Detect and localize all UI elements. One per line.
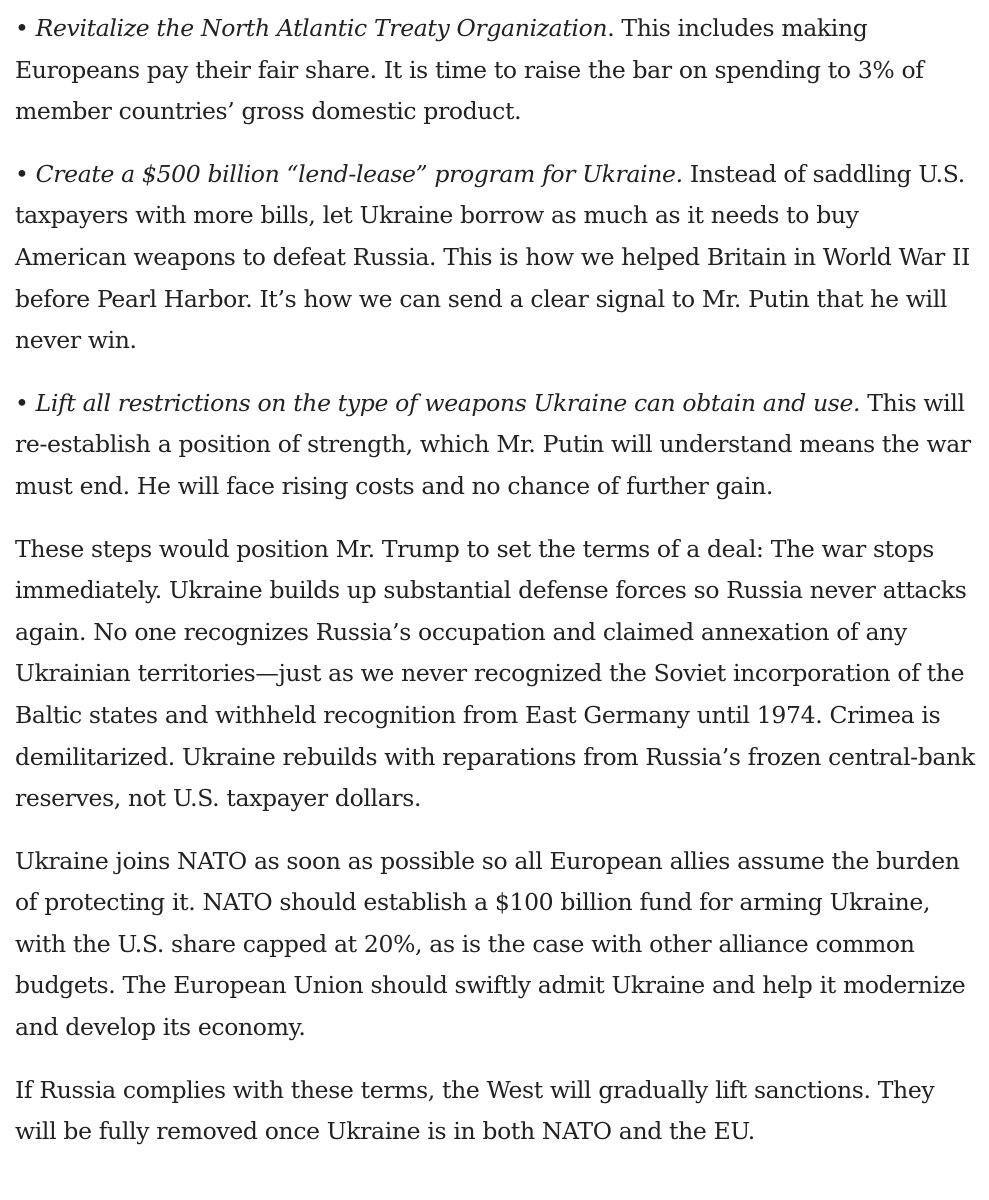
bullet-paragraph-lend-lease [15,154,977,362]
paragraph-deal-terms: These steps would position Mr. Trump to set the terms of a deal: The war stops immediately. Ukraine builds up substantial defense forces so Russia never attacks again. No one recognizes Russia’s occupation and claimed annexation of any Ukrainian territories—just as we never recognized the Soviet incorporation of the Baltic states and withheld recognition from East Germany until 1974. Crimea is demilitarized. Ukraine rebuilds with reparations from Russia’s frozen central-bank reserves, not U.S. taxpayer dollars. [15,534,975,813]
bullet-paragraph-weapons [15,383,977,508]
bullet-body: . This includes making Europeans pay their fair share. It is time to raise the bar on spending to 3% of member countries’ gross domestic product. [15,14,924,126]
paragraph-sanctions: If Russia complies with these terms, the West will gradually lift sanctions. They will be fully removed once Ukraine is in both NATO and the EU. [15,1075,935,1146]
bullet-body: Instead of saddling U.S. taxpayers with more bills, let Ukraine borrow as much as it needs to buy American weapons to defeat Russia. This is how we helped Britain in World War II before Pearl Harbor. It’s how we can send a clear signal to Mr. Putin that he will never win. [15,159,970,355]
bullet-lead: Create a $500 billion “lend-lease” program for Ukraine. [35,159,683,188]
bullet-marker: • [15,14,29,42]
article-body [15,8,977,1174]
bullet-lead: Lift all restrictions on the type of weapons Ukraine can obtain and use. [35,388,861,417]
bullet-paragraph-nato [15,8,977,133]
paragraph-nato-membership: Ukraine joins NATO as soon as possible so all European allies assume the burden of protecting it. NATO should establish a $100 billion fund for arming Ukraine, with the U.S. share capped at 20%, as is the case with other alliance common budgets. The European Union should swiftly admit Ukraine and help it modernize and develop its economy. [15,846,966,1042]
bullet-marker: • [15,388,29,417]
bullet-lead: Revitalize the North Atlantic Treaty Organization [35,14,608,42]
bullet-marker: • [15,159,29,188]
bullet-body: This will re-establish a position of strength, which Mr. Putin will understand means the war must end. He will face rising costs and no chance of further gain. [15,388,971,500]
